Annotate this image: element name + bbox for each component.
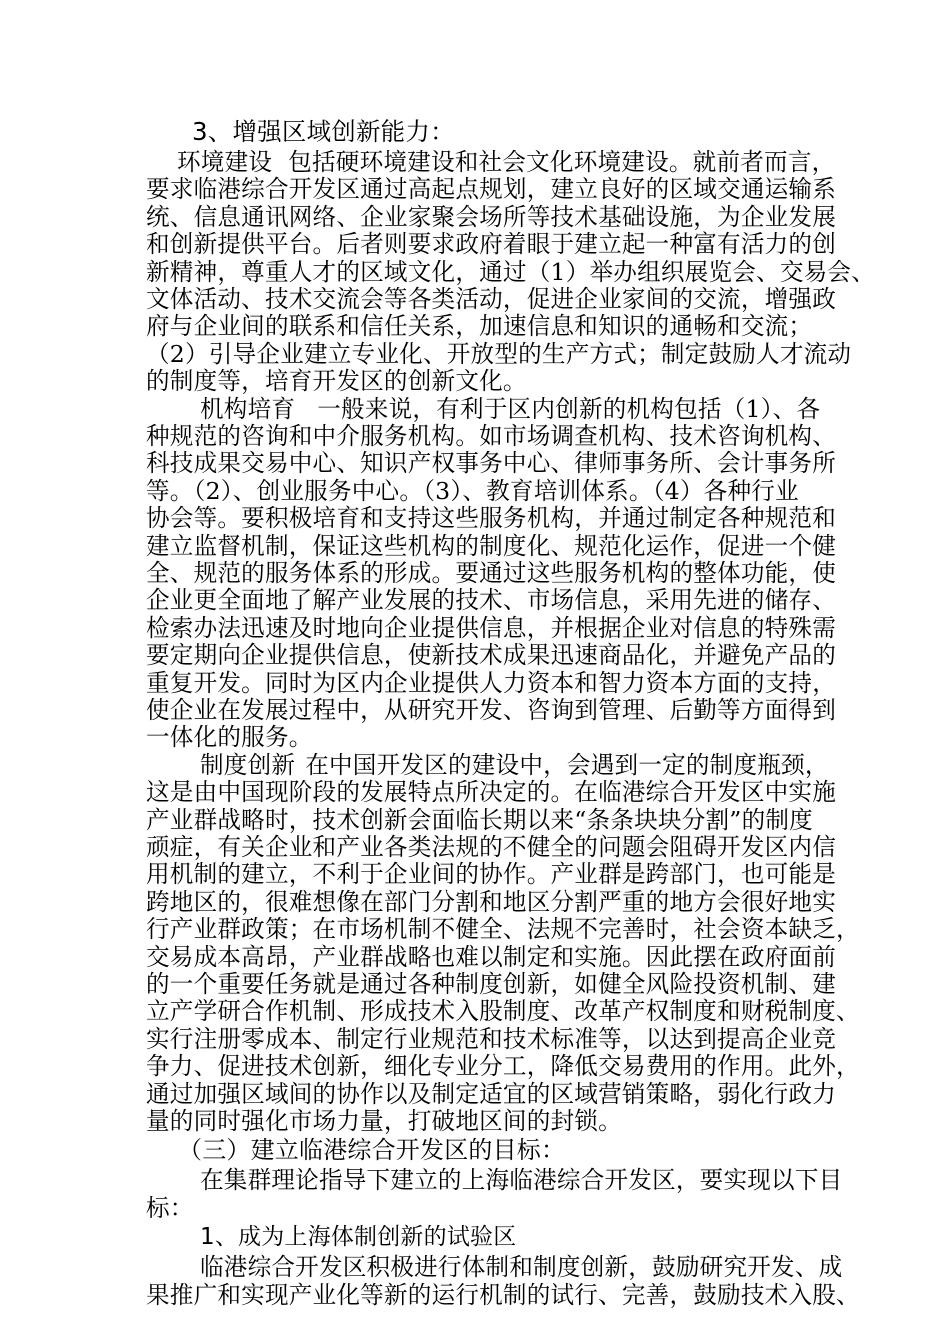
keyword-system-innovation: 制度创新 xyxy=(200,751,296,779)
text-line: 包括硬环境建设和社会文化环境建设。就前者而言， xyxy=(288,148,836,176)
text-line: 在集群理论指导下建立的上海临港综合开发区，要实现以下目 xyxy=(200,1166,843,1194)
text-line: 产业群战略时，技术创新会面临长期以来“条条块块分割”的制度 xyxy=(146,806,813,834)
text-line: 用机制的建立，不利于企业间的协作。产业群是跨部门，也可能是 xyxy=(146,860,837,888)
text-line: 顽症，有关企业和产业各类法规的不健全的问题会阻碍开发区内信 xyxy=(146,833,837,861)
text-line: 重复开发。同时为区内企业提供人力资本和智力资本方面的支持， xyxy=(146,669,837,697)
paragraph-institution-first-line xyxy=(200,394,820,424)
text-line: 全、规范的服务体系的形成。要通过这些服务机构的整体功能，使 xyxy=(146,559,837,587)
text-line: 使企业在发展过程中，从研究开发、咨询到管理、后勤等方面得到 xyxy=(146,696,837,724)
keyword-environment: 环境建设 xyxy=(177,148,273,176)
text-line: 临港综合开发区积极进行体制和制度创新，鼓励研究开发、成 xyxy=(200,1253,843,1281)
text-line: 检索办法迅速及时地向企业提供信息，并根据企业对信息的特殊需 xyxy=(146,614,837,642)
text-line: 通过加强区域间的协作以及制定适宜的区域营销策略，弱化行政力 xyxy=(146,1080,837,1108)
text-line: 立产学研合作机制、形成技术入股制度、改革产权制度和财税制度、 xyxy=(146,997,860,1025)
text-line: 一般来说，有利于区内创新的机构包括（1）、各 xyxy=(317,395,821,423)
text-line: 科技成果交易中心、知识产权事务中心、律师事务所、会计事务所 xyxy=(146,449,837,477)
subheading-pilot-zone: 1、成为上海体制创新的试验区 xyxy=(200,1224,517,1250)
paragraph-system-first-line xyxy=(200,750,829,780)
text-line: 建立监督机制，保证这些机构的制度化、规范化运作，促进一个健 xyxy=(146,532,837,560)
text-line: 要定期向企业提供信息，使新技术成果迅速商品化，并避免产品的 xyxy=(146,641,837,669)
text-line: 争力、促进技术创新，细化专业分工，降低交易费用的作用。此外， xyxy=(146,1052,860,1080)
text-line: （2）引导企业建立专业化、开放型的生产方式；制定鼓励人才流动 xyxy=(146,340,852,368)
text-line: 跨地区的，很难想像在部门分割和地区分割严重的地方会很好地实 xyxy=(146,888,837,916)
text-line: 标： xyxy=(146,1194,194,1222)
text-line: 的制度等，培育开发区的创新文化。 xyxy=(146,367,527,395)
keyword-institution: 机构培育 xyxy=(200,395,296,423)
text-line: 一体化的服务。 xyxy=(146,723,313,751)
text-line: 交易成本高昂，产业群战略也难以制定和实施。因此摆在政府面前 xyxy=(146,943,837,971)
text-line: 文体活动、技术交流会等各类活动，促进企业家间的交流，增强政 xyxy=(146,285,837,313)
section-heading-goals: （三）建立临港综合开发区的目标： xyxy=(178,1136,566,1164)
text-line: 协会等。要积极培育和支持这些服务机构，并通过制定各种规范和 xyxy=(146,504,837,532)
text-line: 统、信息通讯网络、企业家聚会场所等技术基础设施，为企业发展 xyxy=(146,203,837,231)
text-line: 量的同时强化市场力量，打破地区间的封锁。 xyxy=(146,1107,622,1135)
text-line: 这是由中国现阶段的发展特点所决定的。在临港综合开发区中实施 xyxy=(146,778,837,806)
text-line: 等。（2）、创业服务中心。（3）、教育培训体系。（4）各种行业 xyxy=(146,477,799,505)
text-line: 行产业群政策；在市场机制不健全、法规不完善时，社会资本缺乏， xyxy=(146,915,860,943)
paragraph-environment-first-line xyxy=(177,147,835,177)
text-line: 新精神，尊重人才的区域文化，通过（1）举办组织展览会、交易会、 xyxy=(146,258,876,286)
text-line: 果推广和实现产业化等新的运行机制的试行、完善，鼓励技术入股、 xyxy=(146,1281,860,1309)
text-line: 实行注册零成本、制定行业规范和技术标准等，以达到提高企业竞 xyxy=(146,1025,837,1053)
text-line: 和创新提供平台。后者则要求政府着眼于建立起一种富有活力的创 xyxy=(146,230,837,258)
text-line: 种规范的咨询和中介服务机构。如市场调查机构、技术咨询机构、 xyxy=(146,422,837,450)
text-line: 要求临港综合开发区通过高起点规划，建立良好的区域交通运输系 xyxy=(146,175,837,203)
text-line: 的一个重要任务就是通过各种制度创新，如健全风险投资机制、建 xyxy=(146,970,837,998)
text-line: 在中国开发区的建设中，会遇到一定的制度瓶颈， xyxy=(305,751,829,779)
text-line: 府与企业间的联系和信任关系，加速信息和知识的通畅和交流； xyxy=(146,312,813,340)
heading-enhance-innovation: 3、增强区域创新能力： xyxy=(192,117,455,146)
text-line: 企业更全面地了解产业发展的技术、市场信息，采用先进的储存、 xyxy=(146,586,837,614)
